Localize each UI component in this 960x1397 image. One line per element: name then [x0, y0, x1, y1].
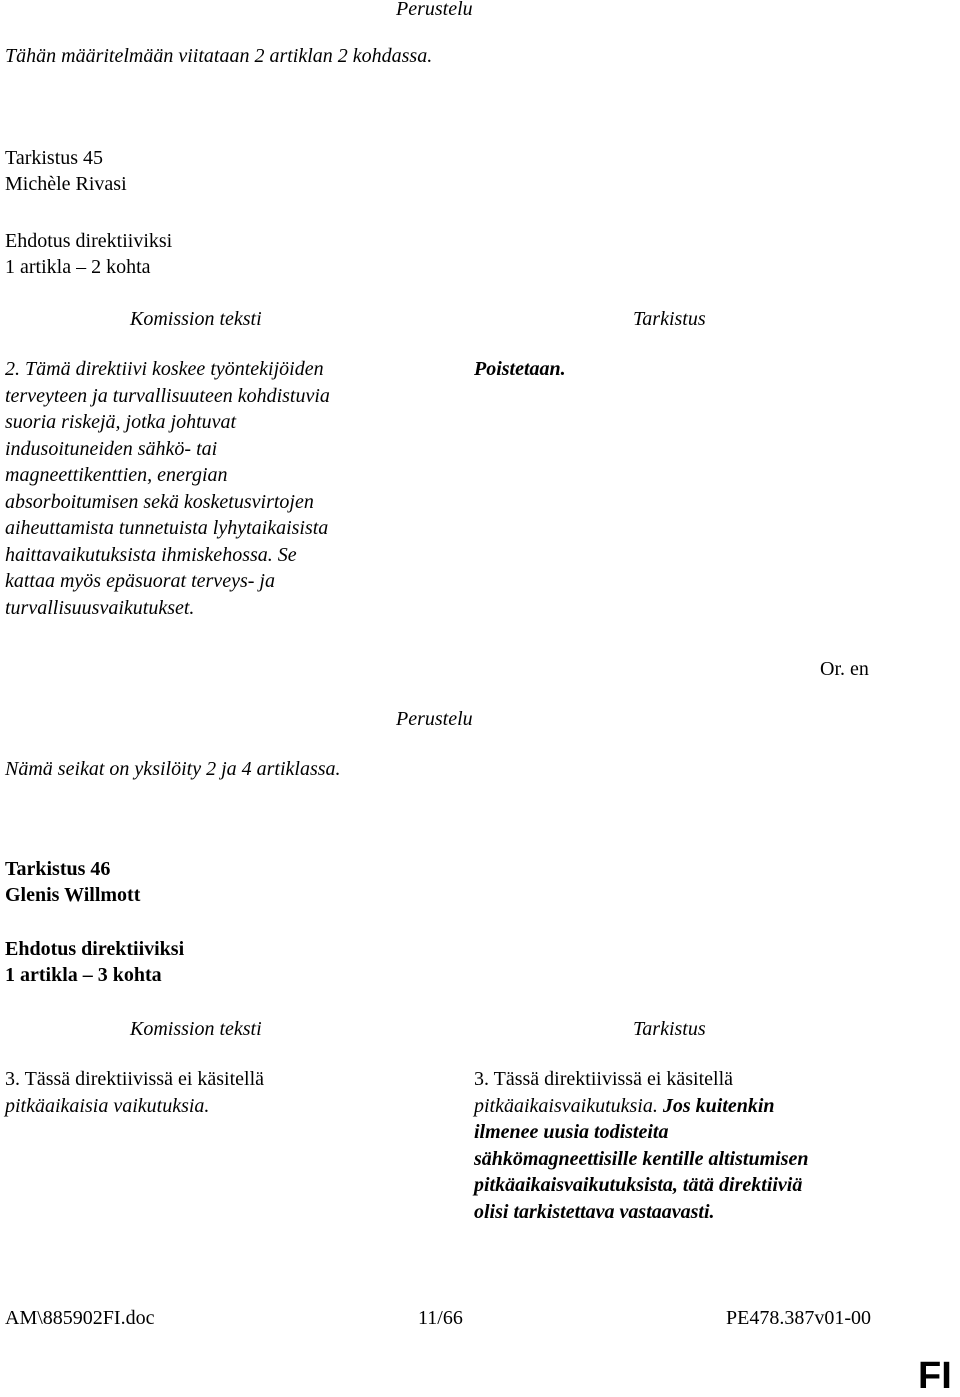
language-mark: FI	[918, 1355, 952, 1397]
text-line: suoria riskejä, jotka johtuvat	[5, 411, 237, 433]
italic-text: pitkäaikaisvaikutuksia.	[474, 1094, 658, 1117]
commission-text-heading: Komission teksti	[130, 1018, 262, 1040]
article-reference: 1 artikla – 3 kohta	[5, 964, 162, 986]
amendment-heading: Tarkistus	[633, 1018, 706, 1040]
amendment-text-46	[474, 1066, 894, 1225]
proposal-title: Ehdotus direktiiviksi	[5, 230, 173, 252]
text-line: terveyteen ja turvallisuuteen kohdistuvia	[5, 384, 330, 407]
commission-text-46	[5, 1066, 405, 1119]
commission-text-45	[5, 356, 405, 621]
amendment-text-45: Poistetaan.	[474, 358, 566, 380]
footer-pe-ref: PE478.387v01-00	[726, 1307, 871, 1329]
justification-text: Nämä seikat on yksilöity 2 ja 4 artiklassa.	[5, 758, 341, 780]
text-line: 3. Tässä direktiivissä ei käsitellä	[474, 1068, 734, 1090]
added-text-line: ilmenee uusia todisteita	[474, 1121, 669, 1143]
amendment-author: Glenis Willmott	[5, 884, 141, 906]
text-line	[474, 1093, 894, 1120]
article-reference: 1 artikla – 2 kohta	[5, 256, 151, 278]
text-line: haittavaikutuksista ihmiskehossa. Se	[5, 543, 297, 566]
perustelu-heading: Perustelu	[396, 0, 473, 20]
amendment-number: Tarkistus 45	[5, 147, 104, 169]
text-line: 3. Tässä direktiivissä ei käsitellä	[5, 1068, 265, 1090]
added-text-line: olisi tarkistettava vastaavasti.	[474, 1200, 715, 1223]
text-line: absorboitumisen sekä kosketusvirtojen	[5, 490, 314, 513]
original-language: Or. en	[820, 658, 869, 680]
commission-text-heading: Komission teksti	[130, 308, 262, 330]
proposal-title: Ehdotus direktiiviksi	[5, 938, 185, 960]
amendment-number: Tarkistus 46	[5, 858, 111, 880]
added-text: Jos kuitenkin	[657, 1094, 775, 1117]
text-line: aiheuttamista tunnetuista lyhytaikaisista	[5, 517, 329, 539]
added-text-line: pitkäaikaisvaikutuksista, tätä direktiiviä	[474, 1174, 803, 1196]
perustelu-heading: Perustelu	[396, 708, 473, 730]
text-line: 2. Tämä direktiivi koskee työntekijöiden	[5, 358, 324, 380]
amendment-heading: Tarkistus	[633, 308, 706, 330]
text-line: magneettikenttien, energian	[5, 464, 228, 486]
text-line: indusoituneiden sähkö- tai	[5, 437, 218, 460]
justification-text: Tähän määritelmään viitataan 2 artiklan 2 kohdassa.	[5, 45, 433, 67]
footer-page-number: 11/66	[418, 1307, 463, 1329]
added-text-line: sähkömagneettisille kentille altistumisen	[474, 1147, 809, 1170]
text-line: pitkäaikaisia vaikutuksia.	[5, 1094, 210, 1117]
footer-doc-ref: AM\885902FI.doc	[5, 1307, 155, 1329]
amendment-author: Michèle Rivasi	[5, 173, 127, 195]
text-line: kattaa myös epäsuorat terveys- ja	[5, 570, 275, 592]
text-line: turvallisuusvaikutukset.	[5, 596, 195, 619]
